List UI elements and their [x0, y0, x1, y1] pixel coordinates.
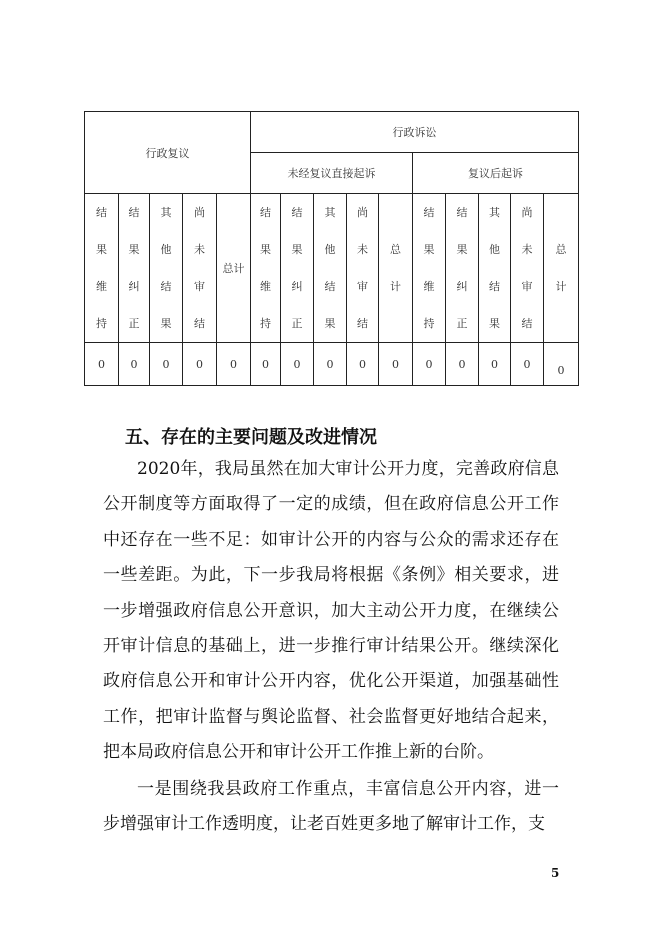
- col-header: 尚未审结: [511, 194, 544, 343]
- value-cell: 0: [347, 343, 379, 386]
- col-header: 结果维持: [251, 194, 281, 343]
- col-header: 尚未审结: [183, 194, 217, 343]
- col-header: 其他结果: [314, 194, 347, 343]
- page-number: 5: [551, 866, 560, 880]
- col-header: 结果纠正: [446, 194, 479, 343]
- value-cell: 0: [314, 343, 347, 386]
- col-header: 结果维持: [85, 194, 119, 343]
- col-header-total: 总计: [217, 194, 251, 343]
- section-heading: 五、存在的主要问题及改进情况: [125, 427, 377, 448]
- col-header: 其他结果: [150, 194, 183, 343]
- value-cell: 0: [251, 343, 281, 386]
- col-header: 结果维持: [413, 194, 446, 343]
- value-cell: 0: [413, 343, 446, 386]
- litigation-header: 行政诉讼: [251, 112, 579, 153]
- after-review-header: 复议后起诉: [413, 153, 579, 194]
- value-cell: 0: [281, 343, 314, 386]
- col-header: 其他结果: [479, 194, 511, 343]
- value-cell: 0: [511, 343, 544, 386]
- col-header: 结果纠正: [281, 194, 314, 343]
- col-header-total: 总计: [379, 194, 413, 343]
- value-cell: 0: [217, 343, 251, 386]
- value-cell: 0: [479, 343, 511, 386]
- value-cell: 0: [183, 343, 217, 386]
- value-cell: 0: [150, 343, 183, 386]
- review-header: 行政复议: [85, 112, 251, 194]
- direct-litigation-header: 未经复议直接起诉: [251, 153, 413, 194]
- col-header-total: 总计: [544, 194, 579, 343]
- col-header: 尚未审结: [347, 194, 379, 343]
- statistics-table: [84, 111, 579, 386]
- value-cell: 0: [379, 343, 413, 386]
- body-paragraph: 2020年，我局虽然在加大审计公开力度，完善政府信息公开制度等方面取得了一定的成绩，但在政府信息公开工作中还存在一些不足：如审计公开的内容与公众的需求还存在一些差距。为此，下一步我局将根据《条例》相关要求，进一步增强政府信息公开意识，加大主动公开力度，在继续公开审计信息的基础上，进一步推行审计结果公开。继续深化政府信息公开和审计公开内容，优化公开渠道，加强基础性工作，把审计监督与舆论监督、社会监督更好地结合起来，把本局政府信息公开和审计公开工作推上新的台阶。: [103, 459, 559, 763]
- value-cell: 0: [119, 343, 150, 386]
- value-cell: 0: [544, 343, 579, 386]
- value-cell: 0: [85, 343, 119, 386]
- body-paragraph: 一是围绕我县政府工作重点，丰富信息公开内容，进一步增强审计工作透明度，让老百姓更多地了解审计工作，支: [103, 779, 559, 835]
- col-header: 结果纠正: [119, 194, 150, 343]
- value-cell: 0: [446, 343, 479, 386]
